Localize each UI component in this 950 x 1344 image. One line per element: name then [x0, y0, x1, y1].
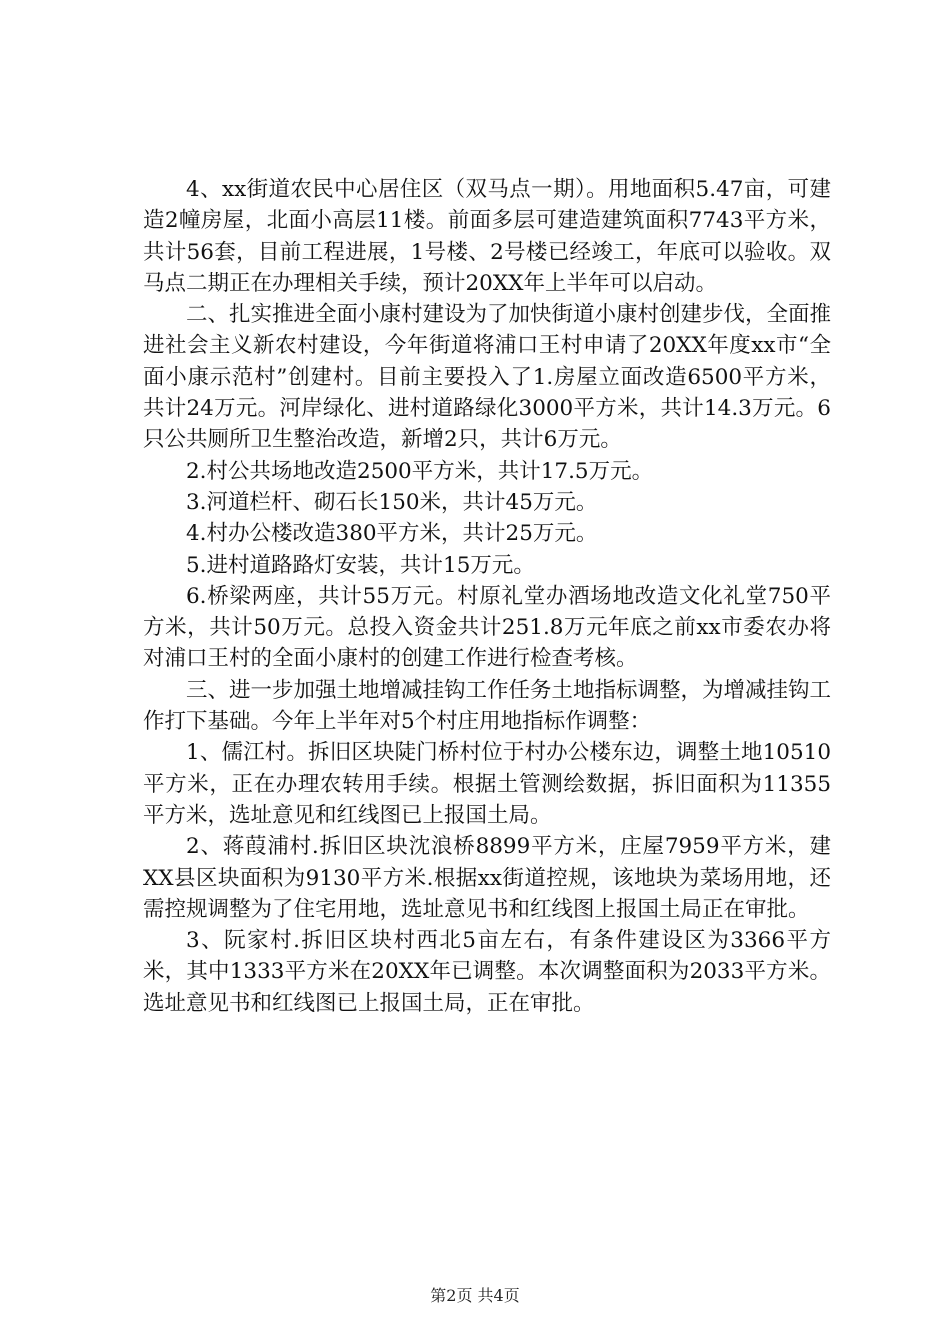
paragraph-residential-area: 4、xx街道农民中心居住区（双马点一期）。用地面积5.47亩，可建造2幢房屋，北面小高层11楼。前面多层可建造建筑面积7743平方米，共计56套，目前工程进展，1号楼、2号楼已经竣工，年底可以验收。双马点二期正在办理相关手续，预计20XX年上半年可以启动。	[143, 177, 831, 296]
paragraph-item-6: 6.桥梁两座，共计55万元。村原礼堂办酒场地改造文化礼堂750平方米，共计50万元。总投入资金共计251.8万元年底之前xx市委农办将对浦口王村的全面小康村的创建工作进行检查考核。	[143, 583, 831, 672]
paragraph-jiangjiapu-village: 2、蒋葭浦村.拆旧区块沈浪桥8899平方米，庄屋7959平方米，建XX县区块面积为9130平方米.根据xx街道控规，该地块为菜场用地，还需控规调整为了住宅用地，选址意见书和红线图上报国土局正在审批。	[143, 834, 831, 922]
paragraph-item-2: 2.村公共场地改造2500平方米，共计17.5万元。	[186, 458, 654, 484]
paragraph-item-3: 3.河道栏杆、砌石长150米，共计45万元。	[186, 489, 598, 515]
paragraph-xiaokang-village: 二、扎实推进全面小康村建设为了加快街道小康村创建步伐，全面推进社会主义新农村建设，今年街道将浦口王村申请了20XX年度xx市“全面小康示范村”创建村。目前主要投入了1.房屋立面改造6500平方米，共计24万元。河岸绿化、进村道路绿化3000平方米，共计14.3万元。6只公共厕所卫生整治改造，新增2只，共计6万元。	[143, 302, 832, 453]
document-body	[143, 174, 831, 1019]
paragraph-land-adjustment: 三、进一步加强土地增减挂钩工作任务土地指标调整，为增减挂钩工作打下基础。今年上半年对5个村庄用地指标作调整：	[143, 677, 832, 735]
paragraph-rujiang-village: 1、儒江村。拆旧区块陡门桥村位于村办公楼东边，调整土地10510平方米，正在办理农转用手续。根据土管测绘数据，拆旧面积为11355平方米，选址意见和红线图已上报国土局。	[143, 740, 831, 828]
paragraph-item-4: 4.村办公楼改造380平方米，共计25万元。	[186, 521, 598, 547]
paragraph-item-5: 5.进村道路路灯安装，共计15万元。	[186, 552, 535, 578]
page-number-footer: 第2页 共4页	[430, 1286, 520, 1305]
paragraph-ruanjia-village: 3、阮家村.拆旧区块村西北5亩左右，有条件建设区为3366平方米，其中1333平方米在20XX年已调整。本次调整面积为2033平方米。选址意见书和红线图已上报国土局，正在审批。	[143, 928, 831, 1016]
